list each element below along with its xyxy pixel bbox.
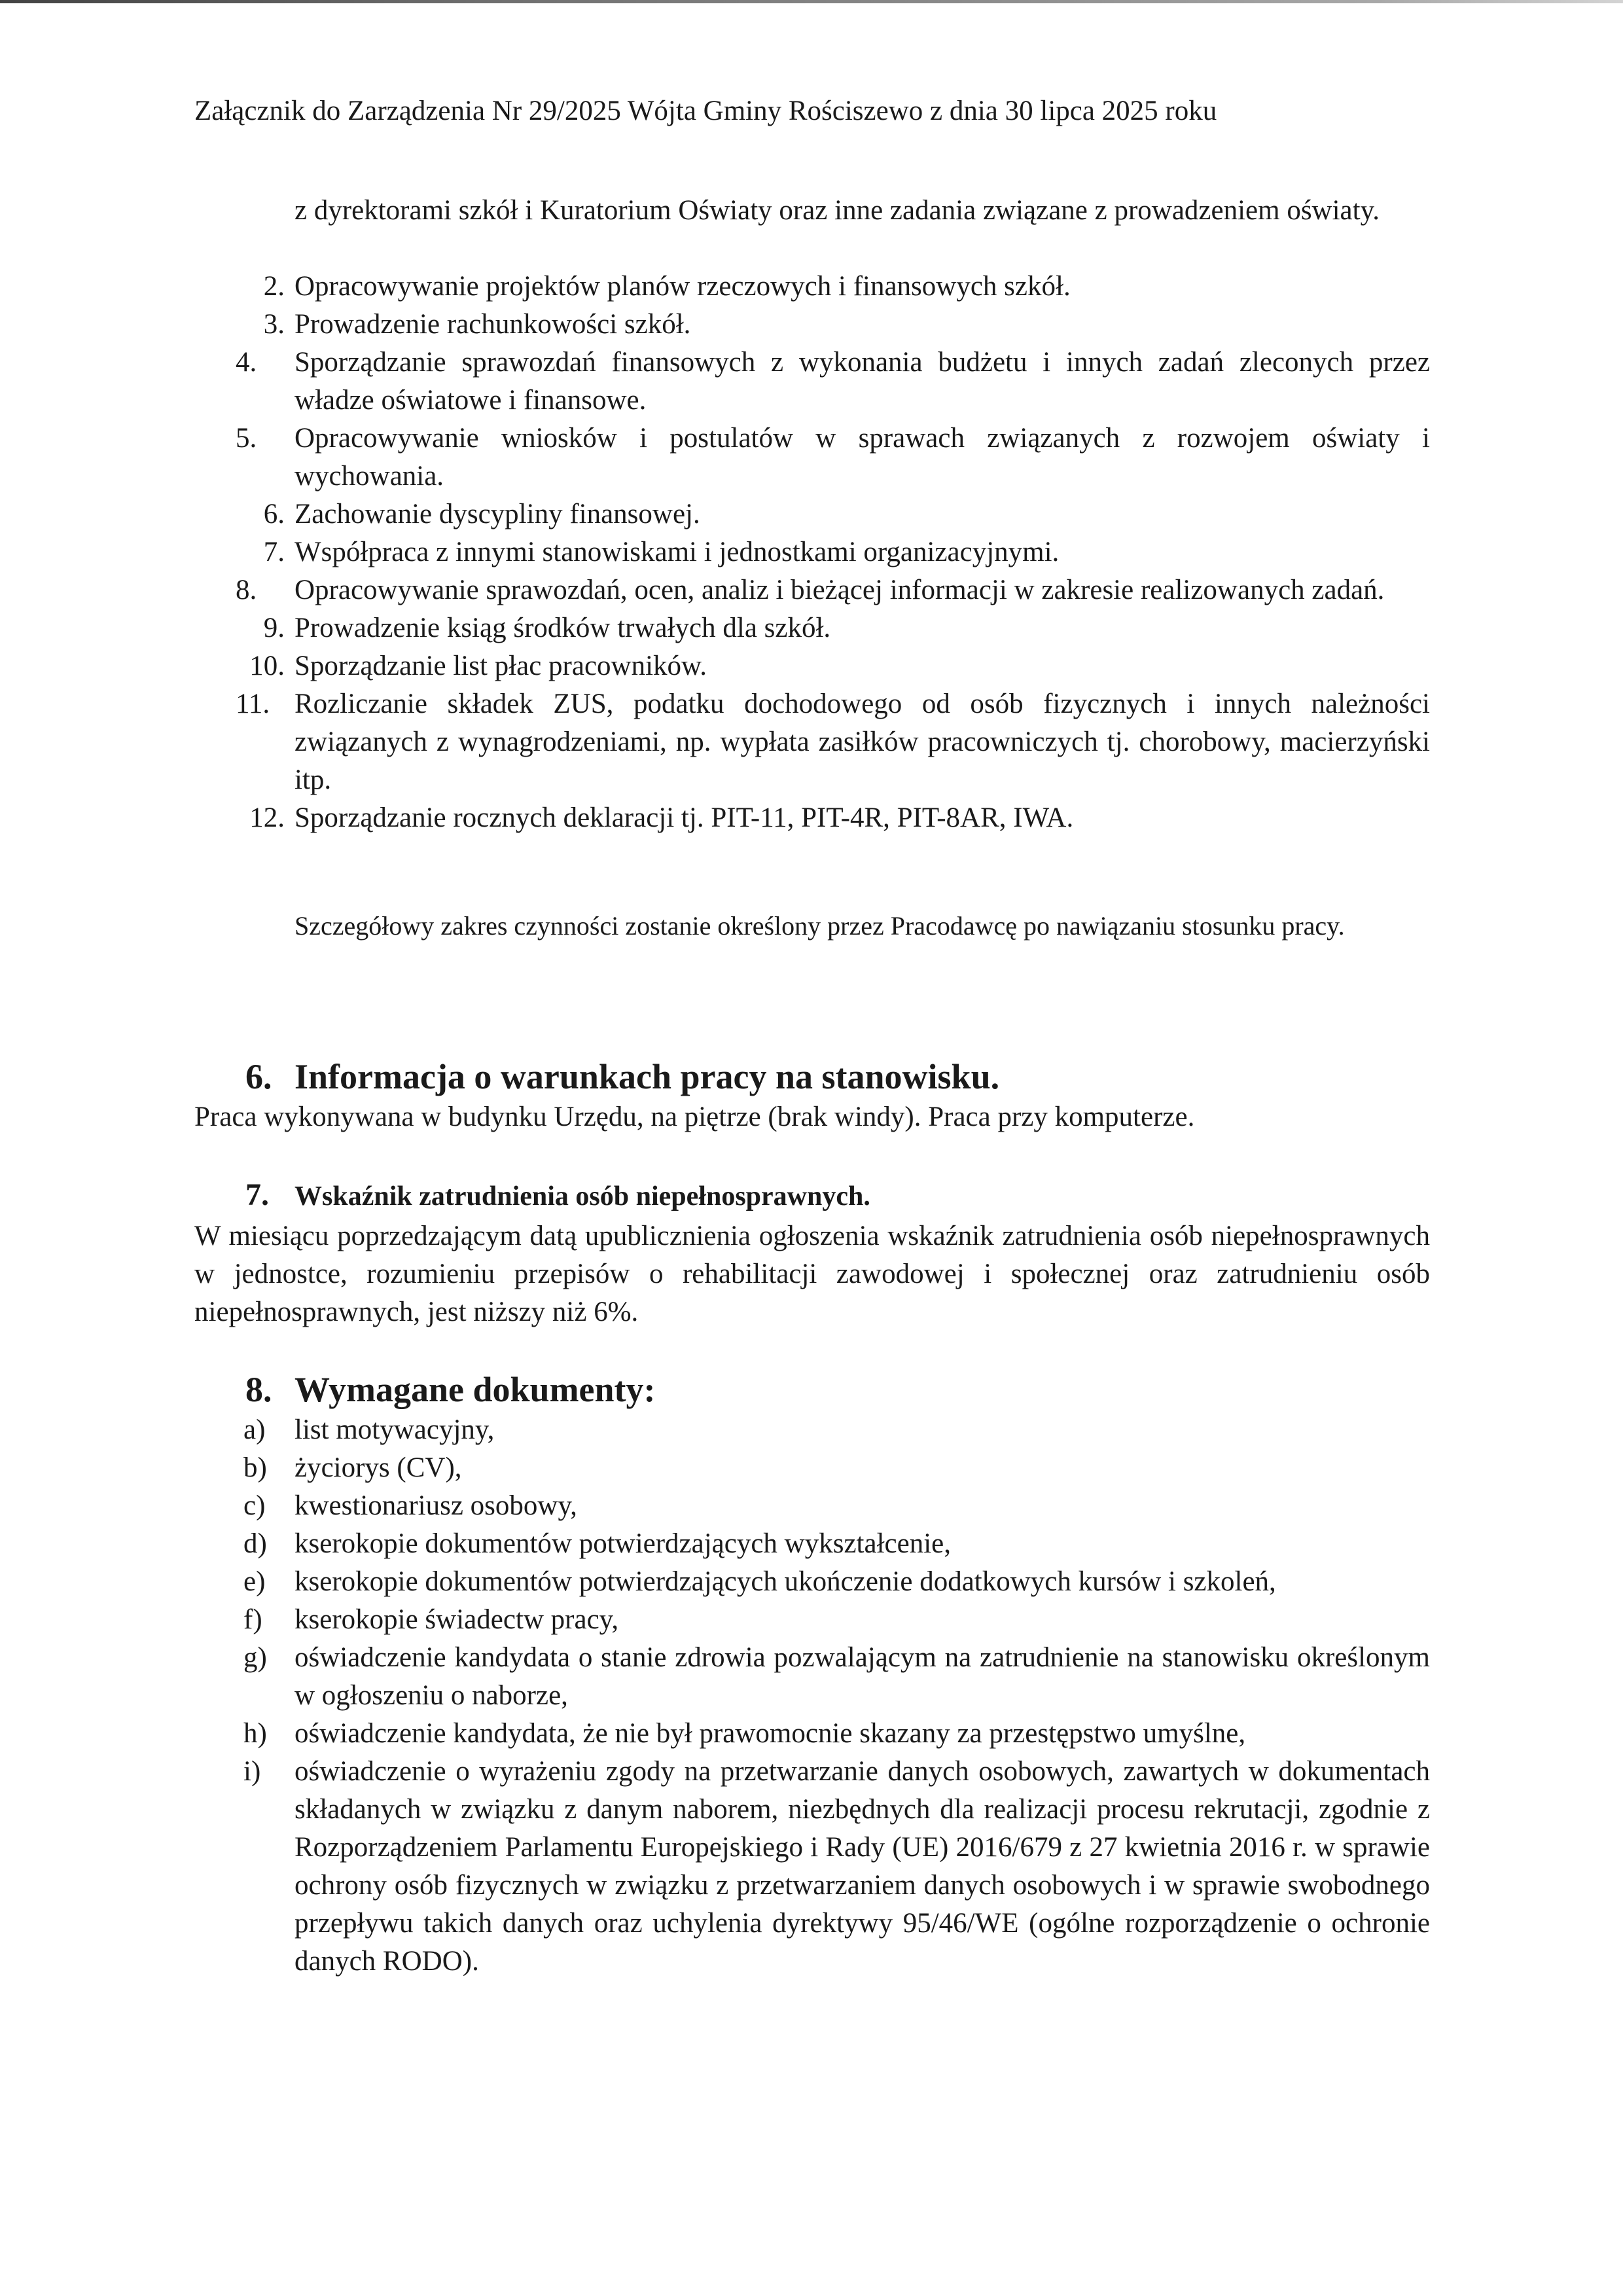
duty-item: [236, 420, 1430, 495]
duty-item: [236, 344, 1430, 420]
duty-number: 5.: [236, 423, 257, 454]
document-item: [243, 1563, 1430, 1601]
document-text: oświadczenie kandydata, że nie był prawomocnie skazany za przestępstwo umyślne,: [294, 1718, 1246, 1749]
scan-edge-shadow: [0, 0, 1623, 3]
duty-number: 10.: [249, 651, 285, 681]
document-letter: c): [243, 1490, 266, 1521]
document-item: [243, 1753, 1430, 1981]
duty-text: Sporządzanie rocznych deklaracji tj. PIT-11, PIT-4R, PIT-8AR, IWA.: [294, 802, 1074, 833]
document-item: [243, 1411, 1430, 1449]
document-item: [243, 1487, 1430, 1525]
document-letter: i): [243, 1756, 261, 1787]
duties-detail-note: Szczegółowy zakres czynności zostanie określony przez Pracodawcę po nawiązaniu stosunku pracy.: [294, 911, 1345, 941]
duty-number: 8.: [236, 575, 257, 605]
document-letter: g): [243, 1642, 267, 1673]
duty-item: [236, 306, 1430, 344]
document-text: kserokopie dokumentów potwierdzających wykształcenie,: [294, 1528, 951, 1559]
duty-text: Prowadzenie rachunkowości szkół.: [294, 309, 691, 340]
duty-item: [236, 609, 1430, 647]
duty-continuation: z dyrektorami szkół i Kuratorium Oświaty oraz inne zadania związane z prowadzeniem oświaty.: [294, 195, 1380, 226]
duty-number: 11.: [236, 689, 270, 719]
duty-number: 12.: [249, 802, 285, 833]
duty-text: Współpraca z innymi stanowiskami i jednostkami organizacyjnymi.: [294, 537, 1060, 567]
document-item: [243, 1525, 1430, 1563]
document-item: [243, 1601, 1430, 1639]
section-8-title: Wymagane dokumenty:: [294, 1370, 656, 1409]
section-7-title: Wskaźnik zatrudnienia osób niepełnosprawnych.: [294, 1181, 870, 1211]
document-text: życiorys (CV),: [294, 1452, 462, 1483]
duty-number: 7.: [263, 537, 285, 567]
duty-item: [236, 685, 1430, 799]
duty-number: 6.: [263, 499, 285, 529]
duty-item: [236, 495, 1430, 533]
document-text: kserokopie świadectw pracy,: [294, 1604, 619, 1635]
document-letter: h): [243, 1718, 267, 1749]
duty-text: Sporządzanie list płac pracowników.: [294, 651, 707, 681]
section-8-heading: [245, 1367, 656, 1412]
duty-number: 2.: [263, 271, 285, 302]
duty-item: [236, 799, 1430, 837]
section-7-number: 7.: [245, 1177, 269, 1212]
document-letter: e): [243, 1566, 266, 1597]
duty-number: 4.: [236, 347, 257, 378]
duty-item: [236, 268, 1430, 306]
document-text: oświadczenie kandydata o stanie zdrowia pozwalającym na zatrudnienie na stanowisku określonym w ogłoszeniu o naborze,: [294, 1642, 1430, 1711]
section-7-text: W miesiącu poprzedzającym datą upublicznienia ogłoszenia wskaźnik zatrudnienia osób niepełnosprawnych w jednostce, rozumieniu przepisów o rehabilitacji zawodowej i społecznej oraz zatrudnieniu osób niepełnosprawnych, jest niższy niż 6%.: [194, 1221, 1430, 1327]
section-6-number: 6.: [245, 1057, 272, 1096]
section-7-heading: [245, 1176, 870, 1215]
duty-item: [236, 571, 1430, 609]
duty-number: 3.: [263, 309, 285, 340]
section-6-title: Informacja o warunkach pracy na stanowisku.: [294, 1057, 1000, 1096]
document-letter: b): [243, 1452, 267, 1483]
duty-text: Prowadzenie ksiąg środków trwałych dla szkół.: [294, 613, 831, 643]
document-letter: d): [243, 1528, 267, 1559]
duty-text: Zachowanie dyscypliny finansowej.: [294, 499, 700, 529]
document-text: kwestionariusz osobowy,: [294, 1490, 577, 1521]
duty-text: Sporządzanie sprawozdań finansowych z wykonania budżetu i innych zadań zleconych przez władze oświatowe i finansowe.: [294, 347, 1430, 416]
document-item: [243, 1639, 1430, 1715]
duty-text: Rozliczanie składek ZUS, podatku dochodowego od osób fizycznych i innych należności związanych z wynagrodzeniami, np. wypłata zasiłków pracowniczych tj. chorobowy, macierzyński itp.: [294, 689, 1430, 795]
duty-number: 9.: [263, 613, 285, 643]
section-6-text: Praca wykonywana w budynku Urzędu, na piętrze (brak windy). Praca przy komputerze.: [194, 1102, 1195, 1132]
document-item: [243, 1715, 1430, 1753]
duties-list: [236, 268, 1430, 837]
document-text: kserokopie dokumentów potwierdzających ukończenie dodatkowych kursów i szkoleń,: [294, 1566, 1276, 1597]
document-text: list motywacyjny,: [294, 1414, 495, 1445]
duty-text: Opracowywanie wniosków i postulatów w sprawach związanych z rozwojem oświaty i wychowania.: [294, 423, 1430, 492]
document-item: [243, 1449, 1430, 1487]
section-6-heading: [245, 1054, 999, 1100]
document-text: oświadczenie o wyrażeniu zgody na przetwarzanie danych osobowych, zawartych w dokumentach składanych w związku z danym naborem, niezbędnych dla realizacji procesu rekrutacji, zgodnie z Rozporządzeniem Parlamentu Europejskiego i Rady (UE) 2016/679 z 27 kwietnia 2016 r. w sprawie ochrony osób fizycznych w związku z przetwarzaniem danych osobowych i w sprawie swobodnego przepływu takich danych oraz uchylenia dyrektywy 95/46/WE (ogólne rozporządzenie o ochronie danych RODO).: [294, 1756, 1430, 1977]
section-8-number: 8.: [245, 1370, 272, 1409]
required-documents-list: [243, 1411, 1430, 1981]
duty-item: [236, 533, 1430, 571]
attachment-header: Załącznik do Zarządzenia Nr 29/2025 Wójta Gminy Rościszewo z dnia 30 lipca 2025 roku: [194, 96, 1217, 126]
duty-text: Opracowywanie sprawozdań, ocen, analiz i bieżącej informacji w zakresie realizowanych zadań.: [294, 575, 1385, 605]
document-letter: a): [243, 1414, 266, 1445]
duty-item: [236, 647, 1430, 685]
duty-text: Opracowywanie projektów planów rzeczowych i finansowych szkół.: [294, 271, 1071, 302]
document-letter: f): [243, 1604, 262, 1635]
